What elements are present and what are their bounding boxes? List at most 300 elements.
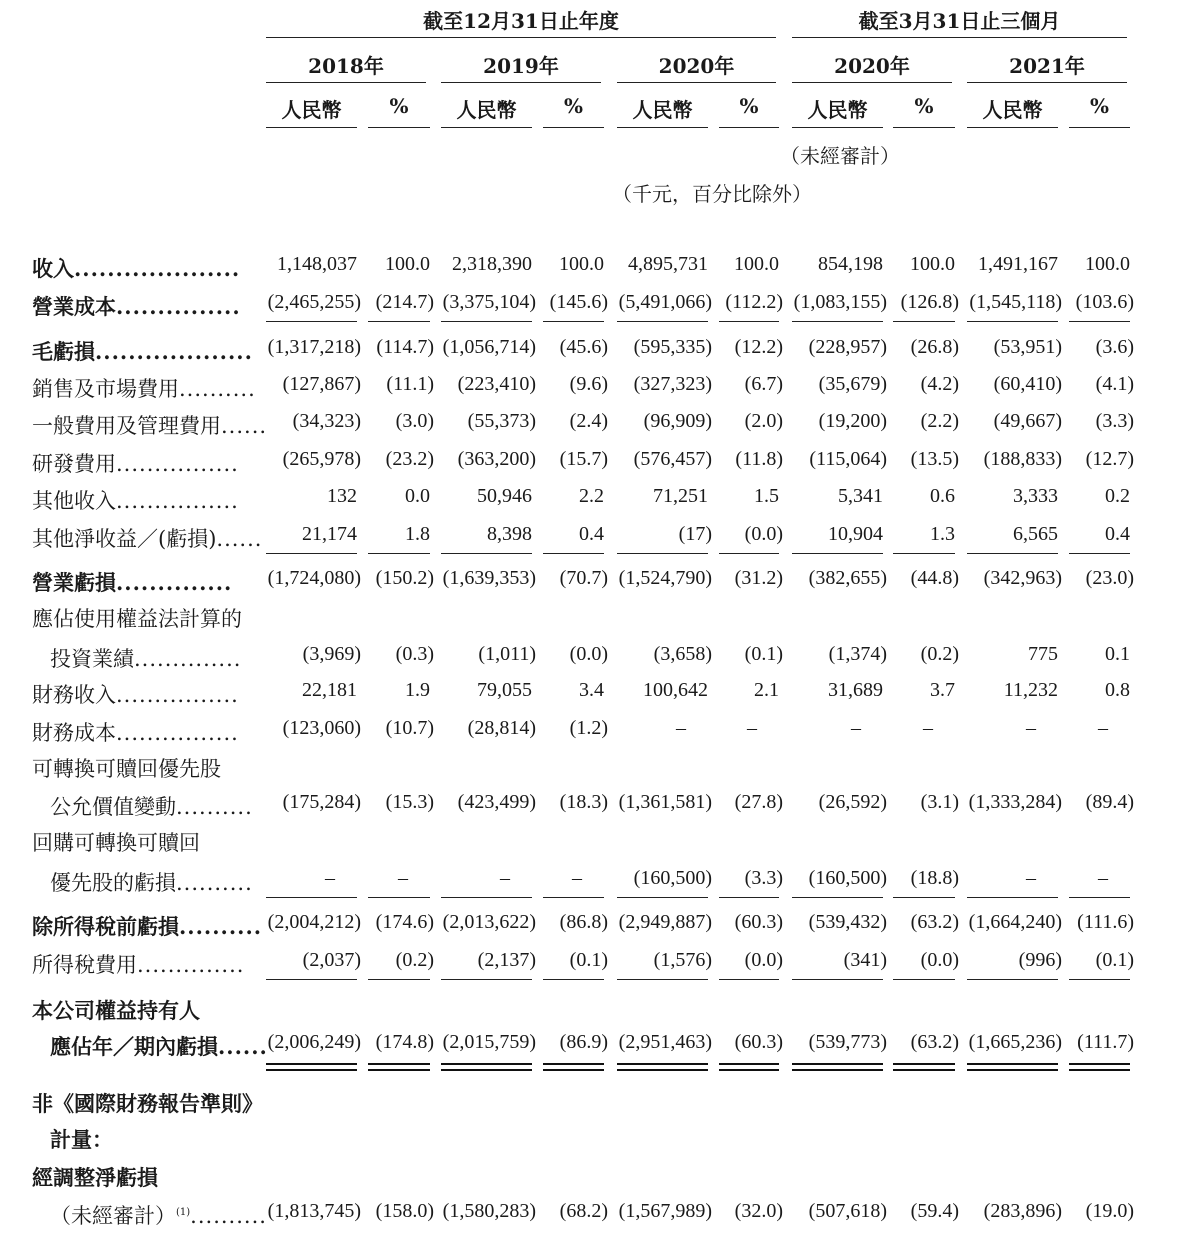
percent-cell: 0.8 (1105, 679, 1130, 701)
rmb-column-heading: 人民幣 (807, 98, 868, 122)
amount-cell: (160,500) (808, 867, 887, 889)
subtotal-rule (792, 553, 883, 554)
percent-cell: 0.2 (1105, 485, 1130, 507)
row-label (32, 336, 253, 366)
percent-cell: (11.1) (386, 373, 434, 395)
subtotal-rule (893, 979, 955, 980)
percent-cell: (0.0) (920, 949, 959, 971)
row-label (32, 603, 242, 633)
amount-cell: (2,137) (477, 949, 536, 971)
amount-cell: (115,064) (809, 448, 887, 470)
total-double-rule (441, 1063, 532, 1071)
subtotal-rule (617, 553, 708, 554)
row-label (50, 1124, 113, 1154)
percent-cell: (126.8) (900, 291, 959, 313)
row-label (32, 753, 221, 783)
row-label-text: 其他收入 (32, 489, 116, 513)
subtotal-rule (441, 553, 532, 554)
amount-cell: (96,909) (643, 410, 712, 432)
amount-cell: (1,361,581) (618, 791, 712, 813)
percent-cell: (26.8) (910, 336, 959, 358)
amount-cell: (539,432) (808, 911, 887, 933)
percent-cell: (0.2) (395, 949, 434, 971)
amount-cell: (423,499) (457, 791, 536, 813)
percent-cell: (23.0) (1085, 567, 1134, 589)
amount-cell: (1,545,118) (969, 291, 1062, 313)
amount-cell: – (325, 867, 335, 889)
leader-dots: ................... (95, 339, 253, 364)
amount-cell: 71,251 (653, 485, 708, 507)
percent-cell: (0.0) (744, 949, 783, 971)
leader-dots: .......... (190, 1204, 267, 1228)
amount-cell: 6,565 (1013, 523, 1058, 545)
total-double-rule (792, 1063, 883, 1071)
row-label-text: 營業成本 (32, 294, 116, 319)
subtotal-rule (719, 979, 779, 980)
row-label-text: 一般費用及管理費用 (32, 414, 221, 438)
subtotal-rule (441, 897, 532, 898)
amount-cell: (382,655) (808, 567, 887, 589)
leader-dots: ...... (216, 527, 263, 551)
group-year-rule (266, 37, 776, 38)
amount-cell: (3,658) (653, 643, 712, 665)
row-label-text: 其他淨收益／(虧損) (32, 527, 217, 551)
amount-cell: 4,895,731 (628, 253, 708, 275)
amount-cell: 1,491,167 (978, 253, 1058, 275)
year-rule (441, 82, 601, 83)
column-rule (719, 127, 779, 128)
percent-cell: (0.1) (1095, 949, 1134, 971)
percent-cell: (19.0) (1085, 1200, 1134, 1222)
percent-cell: 3.7 (930, 679, 955, 701)
column-rule (543, 127, 604, 128)
amount-cell: 79,055 (477, 679, 532, 701)
percent-column-heading: % (739, 94, 759, 118)
percent-column-heading: % (914, 94, 934, 118)
percent-cell: (27.8) (734, 791, 783, 813)
leader-dots: ............... (116, 294, 241, 319)
total-double-rule (967, 1063, 1058, 1071)
percent-cell: (63.2) (910, 1031, 959, 1053)
row-label-text: 計量： (50, 1127, 113, 1152)
percent-cell: – (923, 717, 933, 739)
percent-cell: – (1098, 867, 1108, 889)
year-rule (967, 82, 1127, 83)
amount-cell: (2,951,463) (618, 1031, 712, 1053)
row-label (32, 523, 262, 553)
percent-cell: (44.8) (910, 567, 959, 589)
percent-cell: (111.7) (1077, 1031, 1134, 1053)
amount-cell: (2,949,887) (618, 911, 712, 933)
percent-cell: 100.0 (385, 253, 430, 275)
amount-cell: (2,465,255) (267, 291, 361, 313)
percent-column-heading: % (389, 94, 409, 118)
amount-cell: (2,004,212) (267, 911, 361, 933)
percent-cell: 1.8 (405, 523, 430, 545)
footnote-marker: (1) (176, 1207, 191, 1218)
amount-cell: (1,576) (653, 949, 712, 971)
percent-cell: (4.1) (1095, 373, 1134, 395)
percent-cell: (174.6) (375, 911, 434, 933)
year-rule (266, 82, 426, 83)
amount-cell: 100,642 (643, 679, 708, 701)
percent-cell: (2.4) (569, 410, 608, 432)
subtotal-rule (1069, 979, 1130, 980)
row-label-text: 優先股的虧損 (50, 871, 176, 895)
amount-cell: 854,198 (818, 253, 883, 275)
row-label-text: 收入 (32, 256, 74, 281)
rmb-column-heading: 人民幣 (982, 98, 1043, 122)
percent-cell: (0.2) (920, 643, 959, 665)
amount-cell: (363,200) (457, 448, 536, 470)
percent-cell: (70.7) (559, 567, 608, 589)
row-label-text: 應佔使用權益法計算的 (32, 607, 242, 631)
total-double-rule (893, 1063, 955, 1071)
percent-cell: (2.0) (744, 410, 783, 432)
subtotal-rule (617, 979, 708, 980)
subtotal-rule (1069, 321, 1130, 322)
amount-cell: (55,373) (467, 410, 536, 432)
percent-cell: (0.1) (744, 643, 783, 665)
group-quarter-heading: 截至3月31日止三個月 (858, 9, 1061, 33)
row-label-text: 投資業績 (50, 647, 134, 671)
percent-cell: (4.2) (920, 373, 959, 395)
amount-cell: (1,567,989) (618, 1200, 712, 1222)
percent-cell: (3.0) (395, 410, 434, 432)
percent-cell: (86.9) (559, 1031, 608, 1053)
column-rule (893, 127, 955, 128)
amount-cell: 10,904 (828, 523, 883, 545)
percent-cell: (103.6) (1075, 291, 1134, 313)
subtotal-rule (967, 979, 1058, 980)
leader-dots: .............. (134, 647, 242, 671)
amount-cell: (223,410) (457, 373, 536, 395)
amount-cell: – (1026, 717, 1036, 739)
rmb-column-heading: 人民幣 (281, 98, 342, 122)
amount-cell: (507,618) (808, 1200, 887, 1222)
row-label-text: 應佔年／期內虧損 (50, 1034, 218, 1059)
percent-cell: (0.1) (569, 949, 608, 971)
leader-dots: ...... (218, 1034, 268, 1059)
percent-column-heading: % (563, 94, 583, 118)
percent-cell: (60.3) (734, 1031, 783, 1053)
leader-dots: ................ (116, 683, 239, 707)
percent-cell: (3.3) (744, 867, 783, 889)
amount-cell: (2,037) (302, 949, 361, 971)
amount-cell: (60,410) (993, 373, 1062, 395)
percent-cell: (12.2) (734, 336, 783, 358)
year-heading: 2020年 (834, 54, 910, 78)
percent-cell: – (572, 867, 582, 889)
subtotal-rule (967, 897, 1058, 898)
percent-cell: (15.3) (385, 791, 434, 813)
subtotal-rule (719, 321, 779, 322)
percent-cell: (145.6) (549, 291, 608, 313)
total-double-rule (617, 1063, 708, 1071)
amount-cell: – (1026, 867, 1036, 889)
percent-cell: (0.3) (395, 643, 434, 665)
leader-dots: ................ (116, 452, 239, 476)
percent-cell: (45.6) (559, 336, 608, 358)
column-rule (368, 127, 430, 128)
amount-cell: (1,317,218) (267, 336, 361, 358)
percent-cell: (214.7) (375, 291, 434, 313)
amount-cell: (160,500) (633, 867, 712, 889)
amount-cell: 775 (1028, 643, 1058, 665)
amount-cell: – (676, 717, 686, 739)
amount-cell: (341) (843, 949, 887, 971)
subtotal-rule (266, 553, 357, 554)
amount-cell: (3,969) (302, 643, 361, 665)
amount-cell: 3,333 (1013, 485, 1058, 507)
row-label (32, 410, 267, 440)
row-label-text: 銷售及市場費用 (32, 377, 179, 401)
amount-cell: 11,232 (1003, 679, 1058, 701)
row-label (32, 567, 232, 597)
amount-cell: (228,957) (808, 336, 887, 358)
subtotal-rule (967, 321, 1058, 322)
total-double-rule (1069, 1063, 1130, 1071)
subtotal-rule (893, 553, 955, 554)
year-heading: 2019年 (483, 54, 559, 78)
amount-cell: 21,174 (302, 523, 357, 545)
percent-cell: (59.4) (910, 1200, 959, 1222)
row-label (32, 485, 239, 515)
percent-cell: (12.7) (1085, 448, 1134, 470)
amount-cell: 8,398 (487, 523, 532, 545)
percent-cell: (23.2) (385, 448, 434, 470)
row-label-text: （未經審計） (50, 1204, 176, 1228)
percent-cell: (15.7) (559, 448, 608, 470)
subtotal-rule (792, 979, 883, 980)
subtotal-rule (266, 897, 357, 898)
subtotal-rule (893, 897, 955, 898)
percent-cell: 1.5 (754, 485, 779, 507)
amount-cell: (5,491,066) (618, 291, 712, 313)
amount-cell: (3,375,104) (442, 291, 536, 313)
percent-cell: 2.1 (754, 679, 779, 701)
amount-cell: (283,896) (983, 1200, 1062, 1222)
row-label (32, 827, 200, 857)
amount-cell: (1,333,284) (968, 791, 1062, 813)
amount-cell: (1,374) (828, 643, 887, 665)
percent-cell: (18.3) (559, 791, 608, 813)
row-label (32, 995, 200, 1025)
subtotal-rule (441, 979, 532, 980)
row-label-text: 回購可轉換可贖回 (32, 831, 200, 855)
amount-cell: (49,667) (993, 410, 1062, 432)
row-label (50, 643, 241, 673)
subtotal-rule (719, 553, 779, 554)
amount-cell: (2,013,622) (442, 911, 536, 933)
unaudited-note: （未經審計） (780, 144, 900, 168)
percent-cell: (3.1) (920, 791, 959, 813)
percent-cell: 0.6 (930, 485, 955, 507)
amount-cell: (1,813,745) (267, 1200, 361, 1222)
subtotal-rule (617, 897, 708, 898)
percent-cell: (60.3) (734, 911, 783, 933)
row-label-text: 財務成本 (32, 721, 116, 745)
amount-cell: (1,524,790) (618, 567, 712, 589)
amount-cell: (1,665,236) (968, 1031, 1062, 1053)
year-heading: 2018年 (308, 54, 384, 78)
amount-cell: (539,773) (808, 1031, 887, 1053)
amount-cell: (34,323) (292, 410, 361, 432)
leader-dots: .............. (116, 570, 233, 595)
amount-cell: (576,457) (633, 448, 712, 470)
leader-dots: ................ (116, 489, 239, 513)
subtotal-rule (266, 979, 357, 980)
leader-dots: .............. (137, 953, 245, 977)
row-label (32, 291, 241, 321)
leader-dots: .......... (176, 795, 253, 819)
percent-cell: (68.2) (559, 1200, 608, 1222)
subtotal-rule (266, 321, 357, 322)
year-heading: 2021年 (1009, 54, 1085, 78)
subtotal-rule (543, 897, 604, 898)
amount-cell: – (851, 717, 861, 739)
row-label-text: 除所得稅前虧損 (32, 914, 179, 939)
amount-cell: (19,200) (818, 410, 887, 432)
column-rule (266, 127, 357, 128)
amount-cell: 2,318,390 (452, 253, 532, 275)
row-label (32, 253, 240, 283)
subtotal-rule (368, 553, 430, 554)
row-label (32, 717, 239, 747)
amount-cell: (1,083,155) (793, 291, 887, 313)
amount-cell: (1,056,714) (442, 336, 536, 358)
percent-cell: 3.4 (579, 679, 604, 701)
row-label-text: 非《國際財務報告準則》 (32, 1091, 263, 1116)
row-label (32, 373, 256, 403)
row-label-text: 本公司權益持有人 (32, 998, 200, 1023)
row-label-text: 研發費用 (32, 452, 116, 476)
total-double-rule (543, 1063, 604, 1071)
subtotal-rule (719, 897, 779, 898)
row-label (32, 1088, 263, 1118)
subtotal-rule (441, 321, 532, 322)
subtotal-rule (967, 553, 1058, 554)
percent-cell: 0.1 (1105, 643, 1130, 665)
amount-cell: (17) (678, 523, 712, 545)
percent-cell: (174.8) (375, 1031, 434, 1053)
amount-cell: (996) (1018, 949, 1062, 971)
percent-cell: (31.2) (734, 567, 783, 589)
leader-dots: .......... (176, 871, 253, 895)
percent-cell: (86.8) (559, 911, 608, 933)
percent-cell: 0.0 (405, 485, 430, 507)
percent-cell: (0.0) (744, 523, 783, 545)
leader-dots: .......... (179, 914, 263, 939)
subtotal-rule (792, 897, 883, 898)
row-label (32, 911, 262, 941)
subtotal-rule (543, 553, 604, 554)
row-label-text: 財務收入 (32, 683, 116, 707)
amount-cell: (35,679) (818, 373, 887, 395)
amount-cell: (2,015,759) (442, 1031, 536, 1053)
percent-cell: (112.2) (725, 291, 783, 313)
leader-dots: ................ (116, 721, 239, 745)
row-label (32, 448, 239, 478)
percent-cell: (3.3) (1095, 410, 1134, 432)
column-rule (792, 127, 883, 128)
amount-cell: – (500, 867, 510, 889)
unit-note: （千元，百分比除外） (612, 182, 812, 206)
percent-cell: 0.4 (1105, 523, 1130, 545)
total-double-rule (719, 1063, 779, 1071)
row-label (50, 1031, 268, 1061)
amount-cell: (1,011) (478, 643, 536, 665)
amount-cell: 31,689 (828, 679, 883, 701)
rmb-column-heading: 人民幣 (632, 98, 693, 122)
amount-cell: (26,592) (818, 791, 887, 813)
row-label (50, 1200, 267, 1230)
leader-dots: ...... (221, 414, 268, 438)
amount-cell: (1,580,283) (442, 1200, 536, 1222)
rmb-column-heading: 人民幣 (456, 98, 517, 122)
year-heading: 2020年 (658, 54, 735, 78)
percent-cell: (3.6) (1095, 336, 1134, 358)
percent-cell: (13.5) (910, 448, 959, 470)
amount-cell: (188,833) (983, 448, 1062, 470)
percent-cell: (6.7) (744, 373, 783, 395)
amount-cell: (1,724,080) (267, 567, 361, 589)
percent-cell: (2.2) (920, 410, 959, 432)
total-double-rule (368, 1063, 430, 1071)
amount-cell: (2,006,249) (267, 1031, 361, 1053)
subtotal-rule (368, 321, 430, 322)
amount-cell: 132 (327, 485, 357, 507)
percent-cell: (0.0) (569, 643, 608, 665)
subtotal-rule (543, 321, 604, 322)
group-quarter-rule (792, 37, 1127, 38)
amount-cell: 5,341 (838, 485, 883, 507)
percent-column-heading: % (1089, 94, 1109, 118)
row-label-text: 經調整淨虧損 (32, 1165, 158, 1190)
amount-cell: (342,963) (983, 567, 1062, 589)
row-label (32, 1162, 158, 1192)
amount-cell: 1,148,037 (277, 253, 357, 275)
subtotal-rule (543, 979, 604, 980)
percent-cell: 0.4 (579, 523, 604, 545)
percent-cell: (10.7) (385, 717, 434, 739)
percent-cell: (150.2) (375, 567, 434, 589)
percent-cell: (158.0) (375, 1200, 434, 1222)
percent-cell: 100.0 (1085, 253, 1130, 275)
subtotal-rule (1069, 553, 1130, 554)
percent-cell: (18.8) (910, 867, 959, 889)
amount-cell: (127,867) (282, 373, 361, 395)
column-rule (441, 127, 532, 128)
row-label-text: 可轉換可贖回優先股 (32, 757, 221, 781)
percent-cell: – (747, 717, 757, 739)
total-double-rule (266, 1063, 357, 1071)
percent-cell: (1.2) (569, 717, 608, 739)
percent-cell: – (398, 867, 408, 889)
group-year-heading: 截至12月31日止年度 (423, 9, 619, 33)
row-label-text: 毛虧損 (32, 339, 95, 364)
row-label (50, 867, 253, 897)
row-label (32, 679, 239, 709)
percent-cell: 100.0 (734, 253, 779, 275)
percent-cell: 100.0 (910, 253, 955, 275)
percent-cell: (11.8) (735, 448, 783, 470)
subtotal-rule (893, 321, 955, 322)
subtotal-rule (792, 321, 883, 322)
row-label (32, 949, 244, 979)
percent-cell: 1.3 (930, 523, 955, 545)
row-label-text: 公允價值變動 (50, 795, 176, 819)
